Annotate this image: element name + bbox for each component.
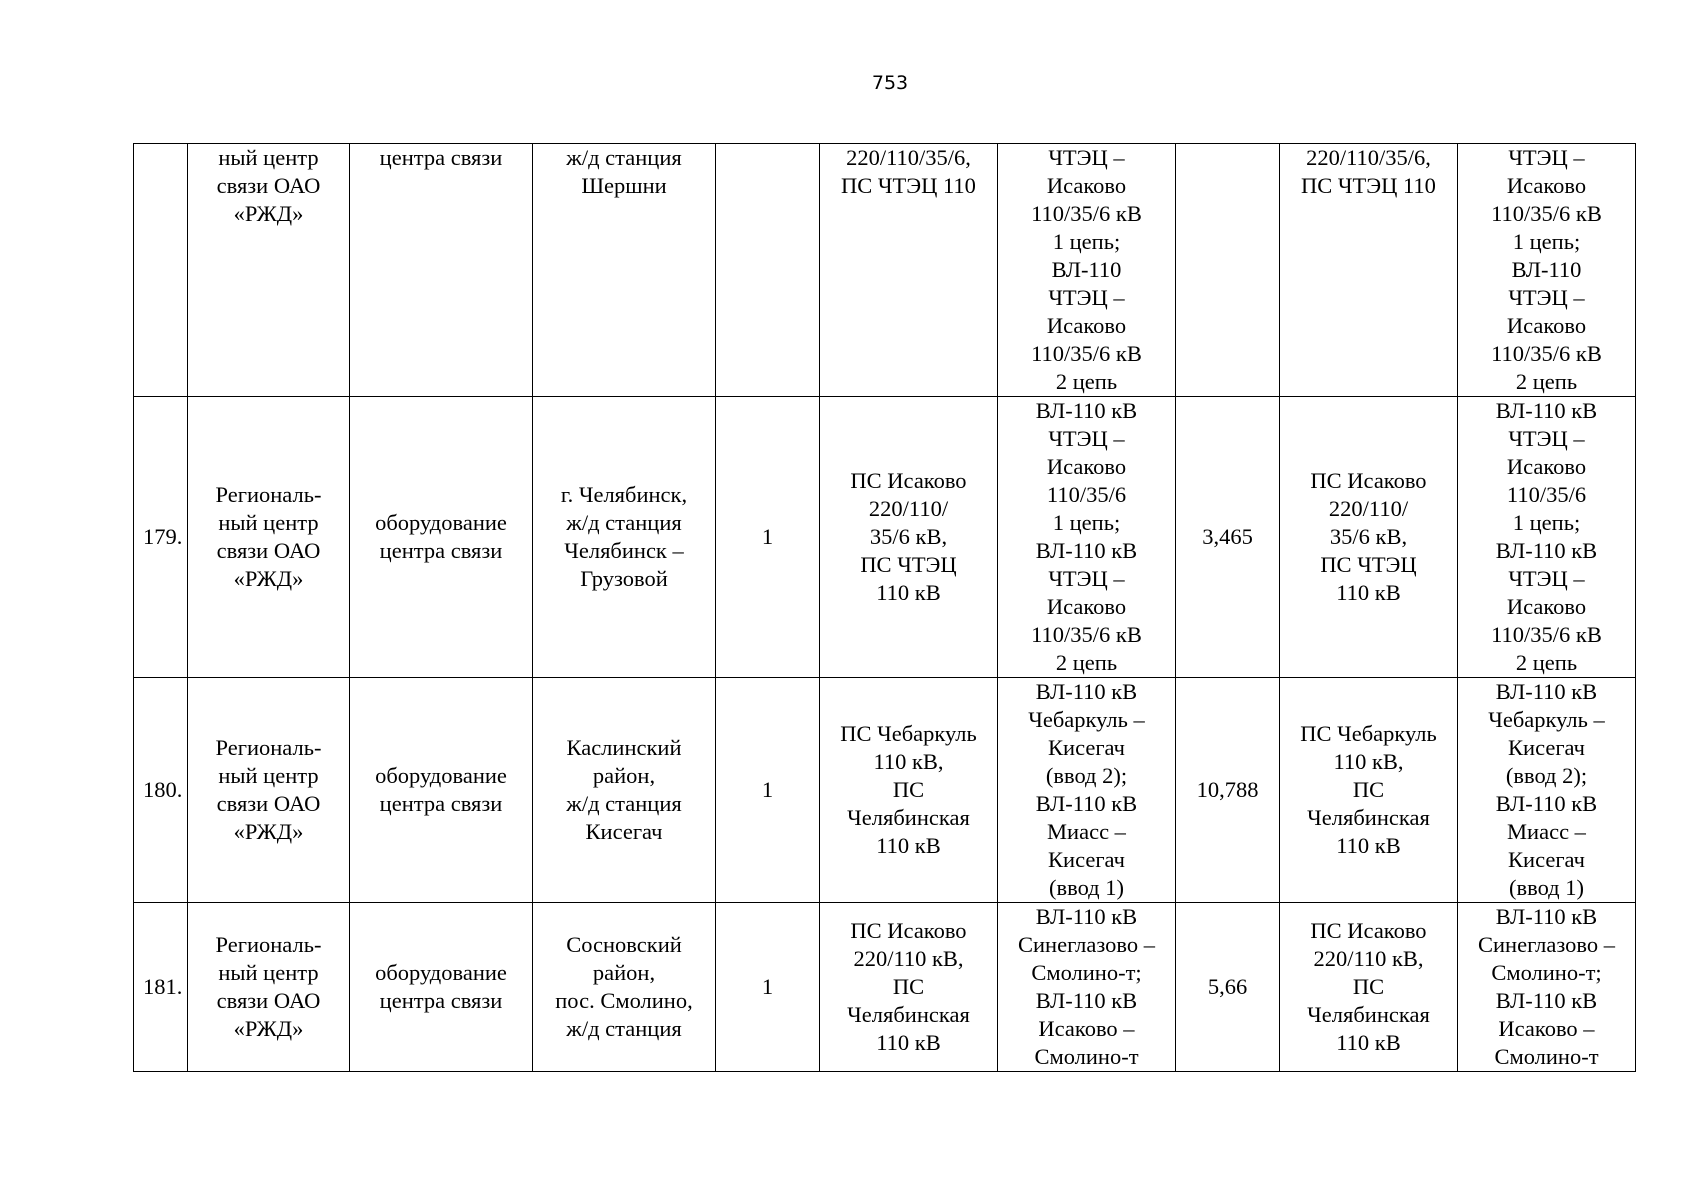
owner-cell: Региональ- ный центр связи ОАО «РЖД»: [188, 397, 350, 678]
object-cell: оборудование центра связи: [350, 397, 533, 678]
table-row: [134, 397, 1636, 678]
object-cell: оборудование центра связи: [350, 903, 533, 1072]
power-line-cell: ВЛ-110 кВ ЧТЭЦ – Исаково 110/35/6 1 цепь; ВЛ-110 кВ ЧТЭЦ – Исаково 110/35/6 кВ 2 цепь: [998, 397, 1176, 678]
power-value-cell: 3,465: [1176, 397, 1280, 678]
substation-cell-2: ПС Исаково 220/110/ 35/6 кВ, ПС ЧТЭЦ 110 кВ: [1280, 397, 1458, 678]
power-line-cell-2: ЧТЭЦ – Исаково 110/35/6 кВ 1 цепь; ВЛ-110 ЧТЭЦ – Исаково 110/35/6 кВ 2 цепь: [1458, 144, 1636, 397]
count-cell: 1: [716, 903, 820, 1072]
substation-cell: 220/110/35/6, ПС ЧТЭЦ 110: [820, 144, 998, 397]
location-cell: Сосновский район, пос. Смолино, ж/д станция: [533, 903, 716, 1072]
table-row: [134, 903, 1636, 1072]
row-number-cell: [134, 144, 188, 397]
owner-cell: ный центр связи ОАО «РЖД»: [188, 144, 350, 397]
power-value-cell: [1176, 144, 1280, 397]
object-cell: центра связи: [350, 144, 533, 397]
row-number-cell: 181.: [134, 903, 188, 1072]
substation-cell: ПС Исаково 220/110 кВ, ПС Челябинская 110 кВ: [820, 903, 998, 1072]
substation-cell-2: ПС Исаково 220/110 кВ, ПС Челябинская 110 кВ: [1280, 903, 1458, 1072]
power-line-cell-2: ВЛ-110 кВ Синеглазово – Смолино-т; ВЛ-110 кВ Исаково – Смолино-т: [1458, 903, 1636, 1072]
substation-cell: ПС Чебаркуль 110 кВ, ПС Челябинская 110 кВ: [820, 678, 998, 903]
power-line-cell: ЧТЭЦ – Исаково 110/35/6 кВ 1 цепь; ВЛ-110 ЧТЭЦ – Исаково 110/35/6 кВ 2 цепь: [998, 144, 1176, 397]
object-cell: оборудование центра связи: [350, 678, 533, 903]
count-cell: 1: [716, 678, 820, 903]
power-line-cell: ВЛ-110 кВ Синеглазово – Смолино-т; ВЛ-110 кВ Исаково – Смолино-т: [998, 903, 1176, 1072]
table-row: [134, 144, 1636, 397]
location-cell: г. Челябинск, ж/д станция Челябинск – Грузовой: [533, 397, 716, 678]
page-number: 753: [871, 72, 909, 94]
substation-cell: ПС Исаково 220/110/ 35/6 кВ, ПС ЧТЭЦ 110 кВ: [820, 397, 998, 678]
location-cell: ж/д станция Шершни: [533, 144, 716, 397]
data-table: [133, 143, 1636, 1072]
owner-cell: Региональ- ный центр связи ОАО «РЖД»: [188, 678, 350, 903]
substation-cell-2: ПС Чебаркуль 110 кВ, ПС Челябинская 110 кВ: [1280, 678, 1458, 903]
count-cell: [716, 144, 820, 397]
count-cell: 1: [716, 397, 820, 678]
location-cell: Каслинский район, ж/д станция Кисегач: [533, 678, 716, 903]
power-line-cell-2: ВЛ-110 кВ Чебаркуль – Кисегач (ввод 2); ВЛ-110 кВ Миасс – Кисегач (ввод 1): [1458, 678, 1636, 903]
power-value-cell: 10,788: [1176, 678, 1280, 903]
owner-cell: Региональ- ный центр связи ОАО «РЖД»: [188, 903, 350, 1072]
power-line-cell-2: ВЛ-110 кВ ЧТЭЦ – Исаково 110/35/6 1 цепь; ВЛ-110 кВ ЧТЭЦ – Исаково 110/35/6 кВ 2 цепь: [1458, 397, 1636, 678]
row-number-cell: 179.: [134, 397, 188, 678]
substation-cell-2: 220/110/35/6, ПС ЧТЭЦ 110: [1280, 144, 1458, 397]
row-number-cell: 180.: [134, 678, 188, 903]
power-line-cell: ВЛ-110 кВ Чебаркуль – Кисегач (ввод 2); ВЛ-110 кВ Миасс – Кисегач (ввод 1): [998, 678, 1176, 903]
table-row: [134, 678, 1636, 903]
power-value-cell: 5,66: [1176, 903, 1280, 1072]
